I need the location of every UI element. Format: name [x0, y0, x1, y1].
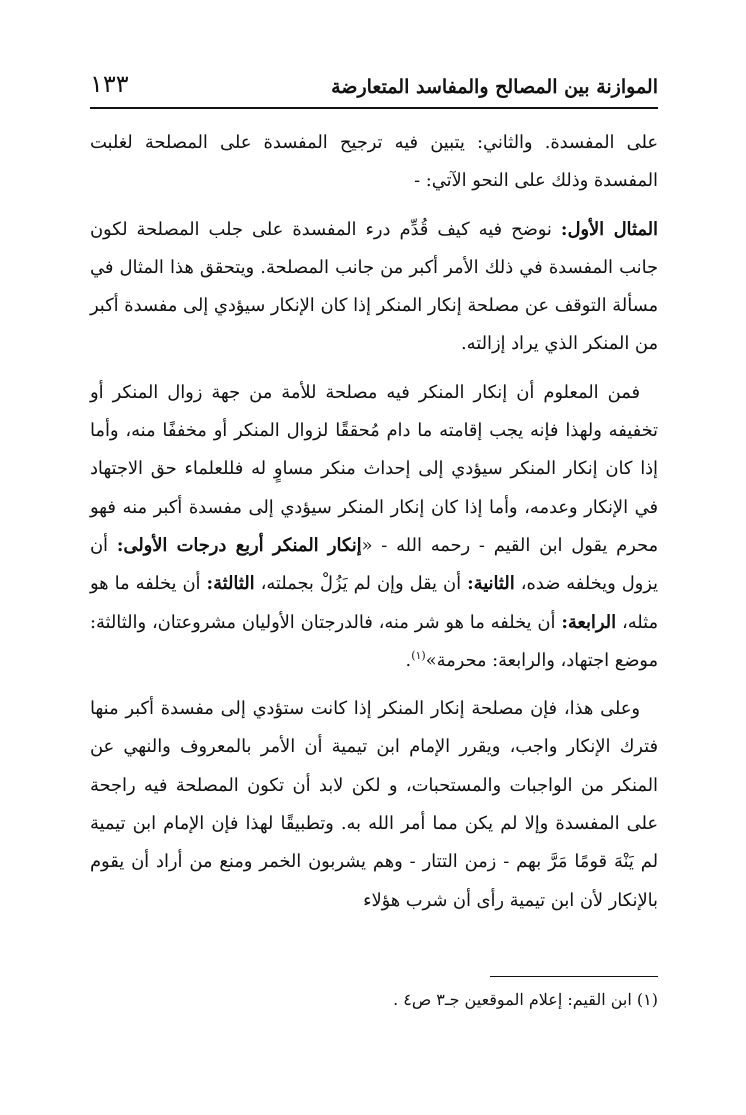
third-degree-label: الثالثة:	[206, 573, 255, 595]
paragraph-3-end: .	[405, 649, 412, 671]
running-title: الموازنة بين المصالح والمفاسد المتعارضة	[331, 76, 658, 98]
paragraph-3-text-i: أن يخلفه ما هو شر منه، فالدرجتان الأوليان مشروعتان، والثالثة: موضع اجتهاد، والرابعة: محرمة»	[90, 611, 658, 671]
quote-degrees-heading: إنكار المنكر أربع درجات الأولى:	[116, 534, 362, 556]
paragraph-3-text-c: أن يزول ويخلفه ضده،	[90, 534, 658, 595]
footnote-rule	[490, 976, 658, 977]
page-number: ١٣٣	[90, 70, 129, 98]
footnote-reference[interactable]: (١)	[411, 648, 426, 662]
first-example-heading: المثال الأول:	[560, 218, 658, 240]
paragraph-1-text: على المفسدة. والثاني: يتبين فيه ترجيح المفسدة على المصلحة لغلبت المفسدة وذلك على النحو الآتي: -	[90, 132, 658, 192]
paragraph-2	[90, 211, 658, 364]
paragraph-4-text: وعلى هذا، فإن مصلحة إنكار المنكر إذا كانت ستؤدي إلى مفسدة أكبر منها فترك الإنكار واجب، ويقرر الإمام ابن تيمية أن الأمر بالمعروف والنهي عن المنكر من الواجبات والمستحبات، و لكن لابد أن تكون المصلحة فيه راجحة على المفسدة وإلا لم يكن مما أمر الله به. وتطبيقًا لهذا فإن الإمام ابن تيمية لم يَنْهَ قومًا مَرَّ بهم - زمن التتار - وهم يشربون الخمر ومنع من أراد أن يقوم بالإنكار لأن ابن تيمية رأى أن شرب هؤلاء	[90, 698, 658, 911]
paragraph-3-text-a: فمن المعلوم أن إنكار المنكر فيه مصلحة للأمة من جهة زوال المنكر أو تخفيفه ولهذا فإنه يجب إقامته ما دام مُحققًا لزوال المنكر أو مخففًا منه، وأما إذا كان إنكار المنكر سيؤدي إلى إحداث منكر مساوٍ له فللعلماء حق الاجتهاد في الإنكار وعدمه، وأما إذا كان إنكار المنكر سيؤدي إلى مفسدة أكبر منه فهو محرم يقول ابن القيم - رحمه الله - «	[90, 381, 658, 556]
fourth-degree-label: الرابعة:	[561, 611, 617, 633]
paragraph-3-text-e: أن يقل وإن لم يَزُلْ بجملته،	[254, 573, 468, 595]
paragraph-3-text-g: أن يخلفه ما هو مثله،	[90, 573, 659, 633]
footnote: (١) ابن القيم: إعلام الموقعين جـ٣ ص٤ .	[393, 990, 658, 1009]
page-header	[90, 70, 658, 106]
body-text	[90, 124, 658, 920]
paragraph-1	[90, 124, 658, 201]
header-rule	[90, 107, 658, 109]
paragraph-3	[90, 374, 658, 680]
paragraph-4	[90, 690, 658, 920]
second-degree-label: الثانية:	[467, 573, 515, 595]
paragraph-2-text: نوضح فيه كيف قُدِّم درء المفسدة على جلب المصلحة لكون جانب المفسدة في ذلك الأمر أكبر من جانب المصلحة. ويتحقق هذا المثال في مسألة التوقف عن مصلحة إنكار المنكر إذا كان الإنكار سيؤدي إلى مفسدة أكبر من المنكر الذي يراد إزالته.	[90, 218, 658, 355]
